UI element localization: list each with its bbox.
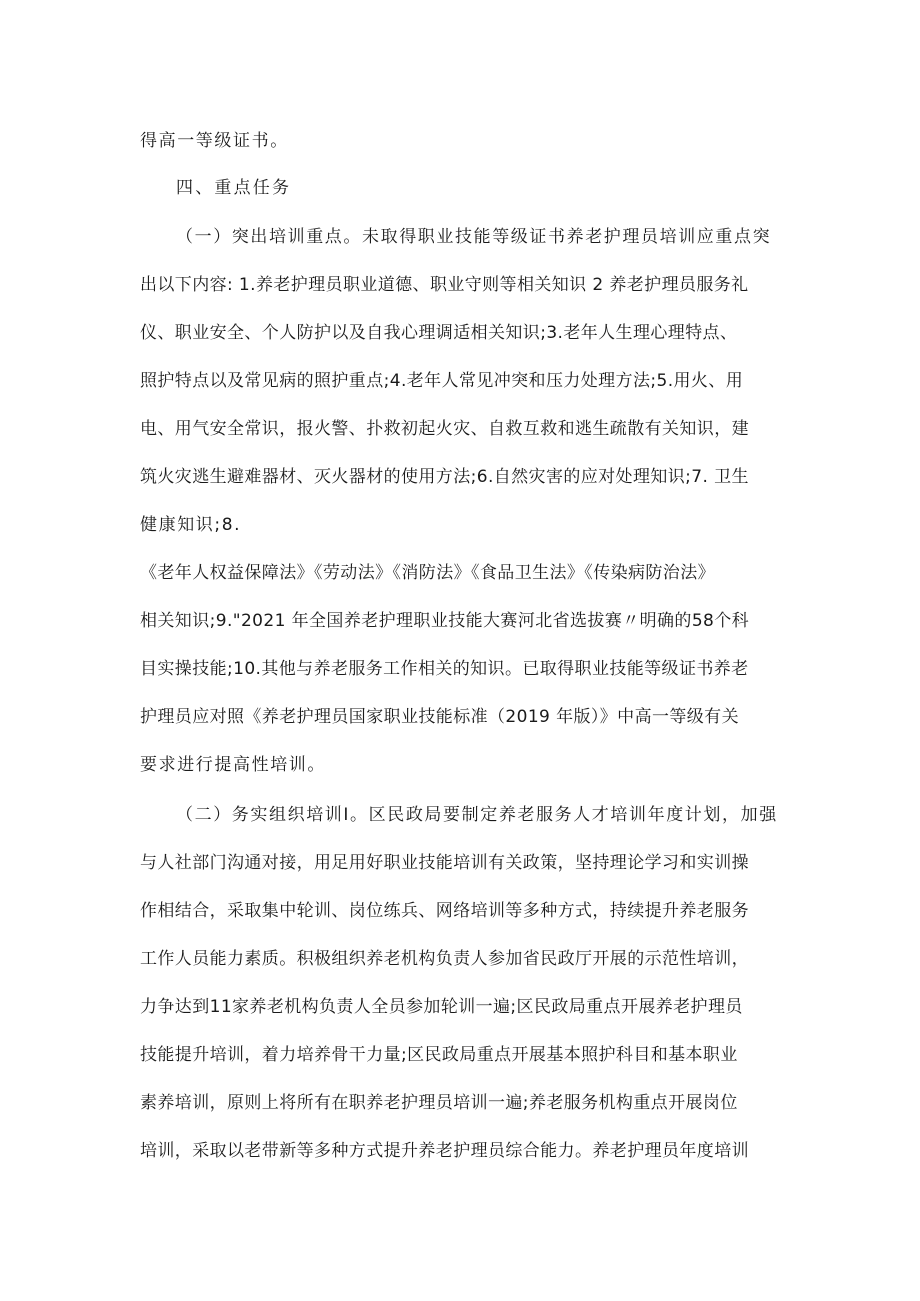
text-line: 出以下内容: 1.养老护理员职业道德、职业守则等相关知识 2 养老护理员服务礼	[140, 275, 749, 295]
text-line: 得高一等级证书。	[140, 131, 289, 151]
text-line: 筑火灾逃生避难器材、灭火器材的使用方法;6.自然灾害的应对处理知识;7. 卫生	[140, 467, 749, 487]
text-line: 力争达到11家养老机构负责人全员参加轮训一遍;区民政局重点开展养老护理员	[140, 997, 743, 1017]
text-line: 与人社部门沟通对接，用足用好职业技能培训有关政策，坚持理论学习和实训操	[140, 853, 749, 873]
text-line: 工作人员能力素质。积极组织养老机构负责人参加省民政厅开展的示范性培训，	[140, 949, 749, 969]
text-line: 健康知识;8.	[140, 515, 242, 535]
text-line: 护理员应对照《养老护理员国家职业技能标准（2019 年版）》中高一等级有关	[140, 707, 739, 727]
text-line: 《老年人权益保障法》《劳动法》《消防法》《食品卫生法》《传染病防治法》	[140, 563, 715, 583]
text-line: 目实操技能;10.其他与养老服务工作相关的知识。已取得职业技能等级证书养老	[140, 659, 749, 679]
text-line: 电、用气安全常识，报火警、扑救初起火灾、自救互救和逃生疏散有关知识，建	[140, 419, 749, 439]
text-line: （一）突出培训重点。未取得职业技能等级证书养老护理员培训应重点突	[176, 227, 772, 247]
text-line: 作相结合，采取集中轮训、岗位练兵、网络培训等多种方式，持续提升养老服务	[140, 901, 749, 921]
text-line: （二）务实组织培训I。区民政局要制定养老服务人才培训年度计划，加强	[176, 805, 778, 825]
text-line: 素养培训，原则上将所有在职养老护理员培训一遍;养老服务机构重点开展岗位	[140, 1093, 738, 1113]
text-line: 照护特点以及常见病的照护重点;4.老年人常见冲突和压力处理方法;5.用火、用	[140, 371, 744, 391]
text-line: 相关知识;9."2021 年全国养老护理职业技能大赛河北省选拔赛〃明确的58个科	[140, 611, 750, 631]
text-line: 要求进行提高性培训。	[140, 755, 326, 775]
text-line: 仪、职业安全、个人防护以及自我心理调适相关知识;3.老年人生理心理特点、	[140, 323, 738, 343]
text-line: 技能提升培训，着力培养骨干力量;区民政局重点开展基本照护科目和基本职业	[140, 1045, 738, 1065]
section-heading: 四、重点任务	[176, 178, 292, 198]
text-line: 培训，采取以老带新等多种方式提升养老护理员综合能力。养老护理员年度培训	[140, 1141, 749, 1161]
